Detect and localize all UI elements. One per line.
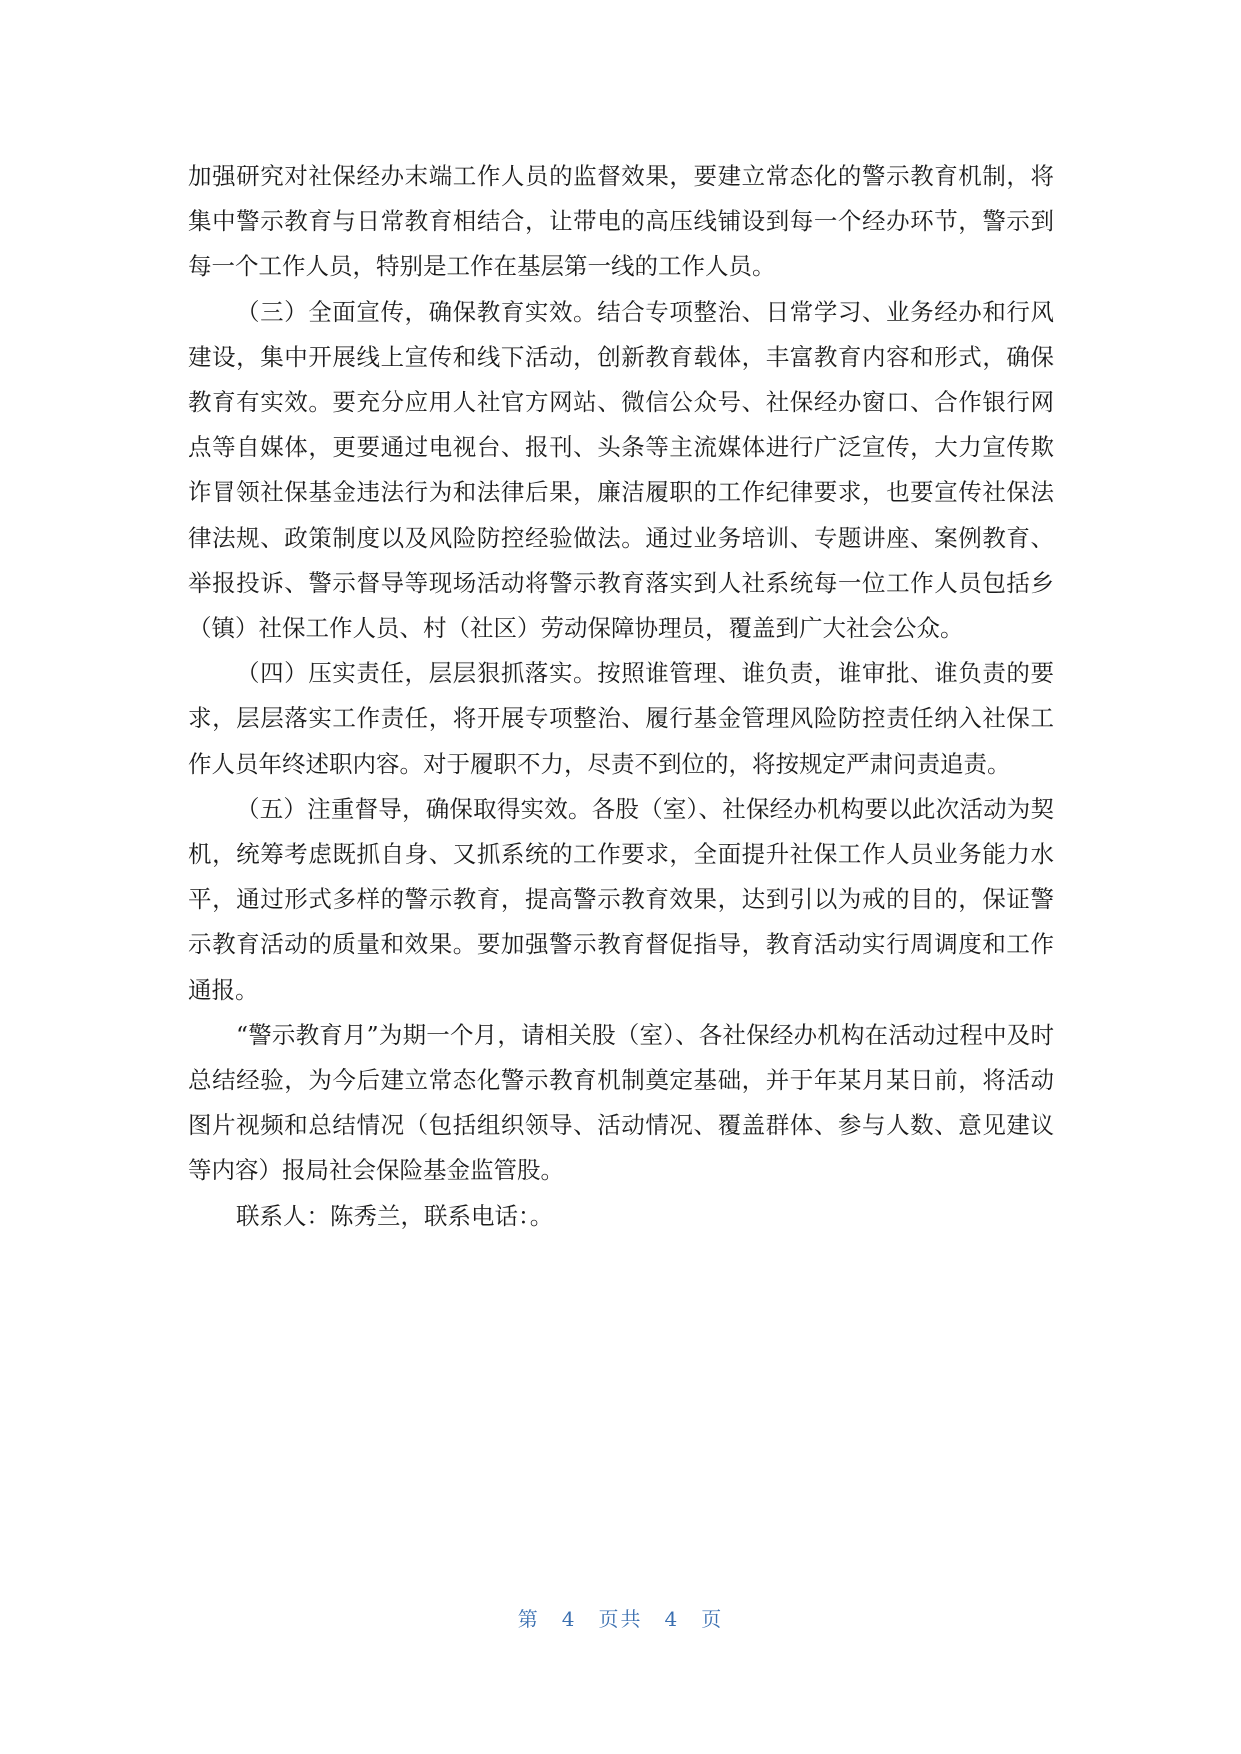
paragraph-closing: “警示教育月”为期一个月，请相关股（室）、各社保经办机构在活动过程中及时总结经验，为今后建立常态化警示教育机制奠定基础，并于年某月某日前，将活动图片视频和总结情况（包括组织领导、活动情况、覆盖群体、参与人数、意见建议等内容）报局社会保险基金监管股。 [188,1020,1054,1185]
footer-current-page: 4 [561,1607,577,1631]
paragraph-contact: 联系人：陈秀兰，联系电话：。 [236,1201,554,1230]
paragraph-continuation: 加强研究对社保经办末端工作人员的监督效果，要建立常态化的警示教育机制，将集中警示教育与日常教育相结合，让带电的高压线铺设到每一个经办环节，警示到每一个工作人员，特别是工作在基层第一线的工作人员。 [188,162,1054,281]
paragraph-section-4: （四）压实责任，层层狠抓落实。按照谁管理、谁负责，谁审批、谁负责的要求，层层落实工作责任，将开展专项整治、履行基金管理风险防控责任纳入社保工作人员年终述职内容。对于履职不力，尽责不到位的，将按规定严肃问责追责。 [188,659,1054,778]
footer-total-pages: 4 [664,1607,680,1631]
paragraph-section-3: （三）全面宣传，确保教育实效。结合专项整治、日常学习、业务经办和行风建设，集中开展线上宣传和线下活动，创新教育载体，丰富教育内容和形式，确保教育有实效。要充分应用人社官方网站、微信公众号、社保经办窗口、合作银行网点等自媒体，更要通过电视台、报刊、头条等主流媒体进行广泛宣传，大力宣传欺诈冒领社保基金违法行为和法律后果，廉洁履职的工作纪律要求，也要宣传社保法律法规、政策制度以及风险防控经验做法。通过业务培训、专题讲座、案例教育、举报投诉、警示督导等现场活动将警示教育落实到人社系统每一位工作人员包括乡（镇）社保工作人员、村（社区）劳动保障协理员，覆盖到广大社会公众。 [188,297,1054,643]
footer-suffix: 页 [701,1607,724,1631]
document-body [188,154,1054,1239]
page-footer [0,1603,1241,1632]
footer-prefix: 第 [517,1607,540,1631]
paragraph-section-5: （五）注重督导，确保取得实效。各股（室）、社保经办机构要以此次活动为契机，统筹考虑既抓自身、又抓系统的工作要求，全面提升社保工作人员业务能力水平，通过形式多样的警示教育，提高警示教育效果，达到引以为戒的目的，保证警示教育活动的质量和效果。要加强警示教育督促指导，教育活动实行周调度和工作通报。 [188,794,1054,1004]
footer-middle: 页共 [598,1607,643,1631]
